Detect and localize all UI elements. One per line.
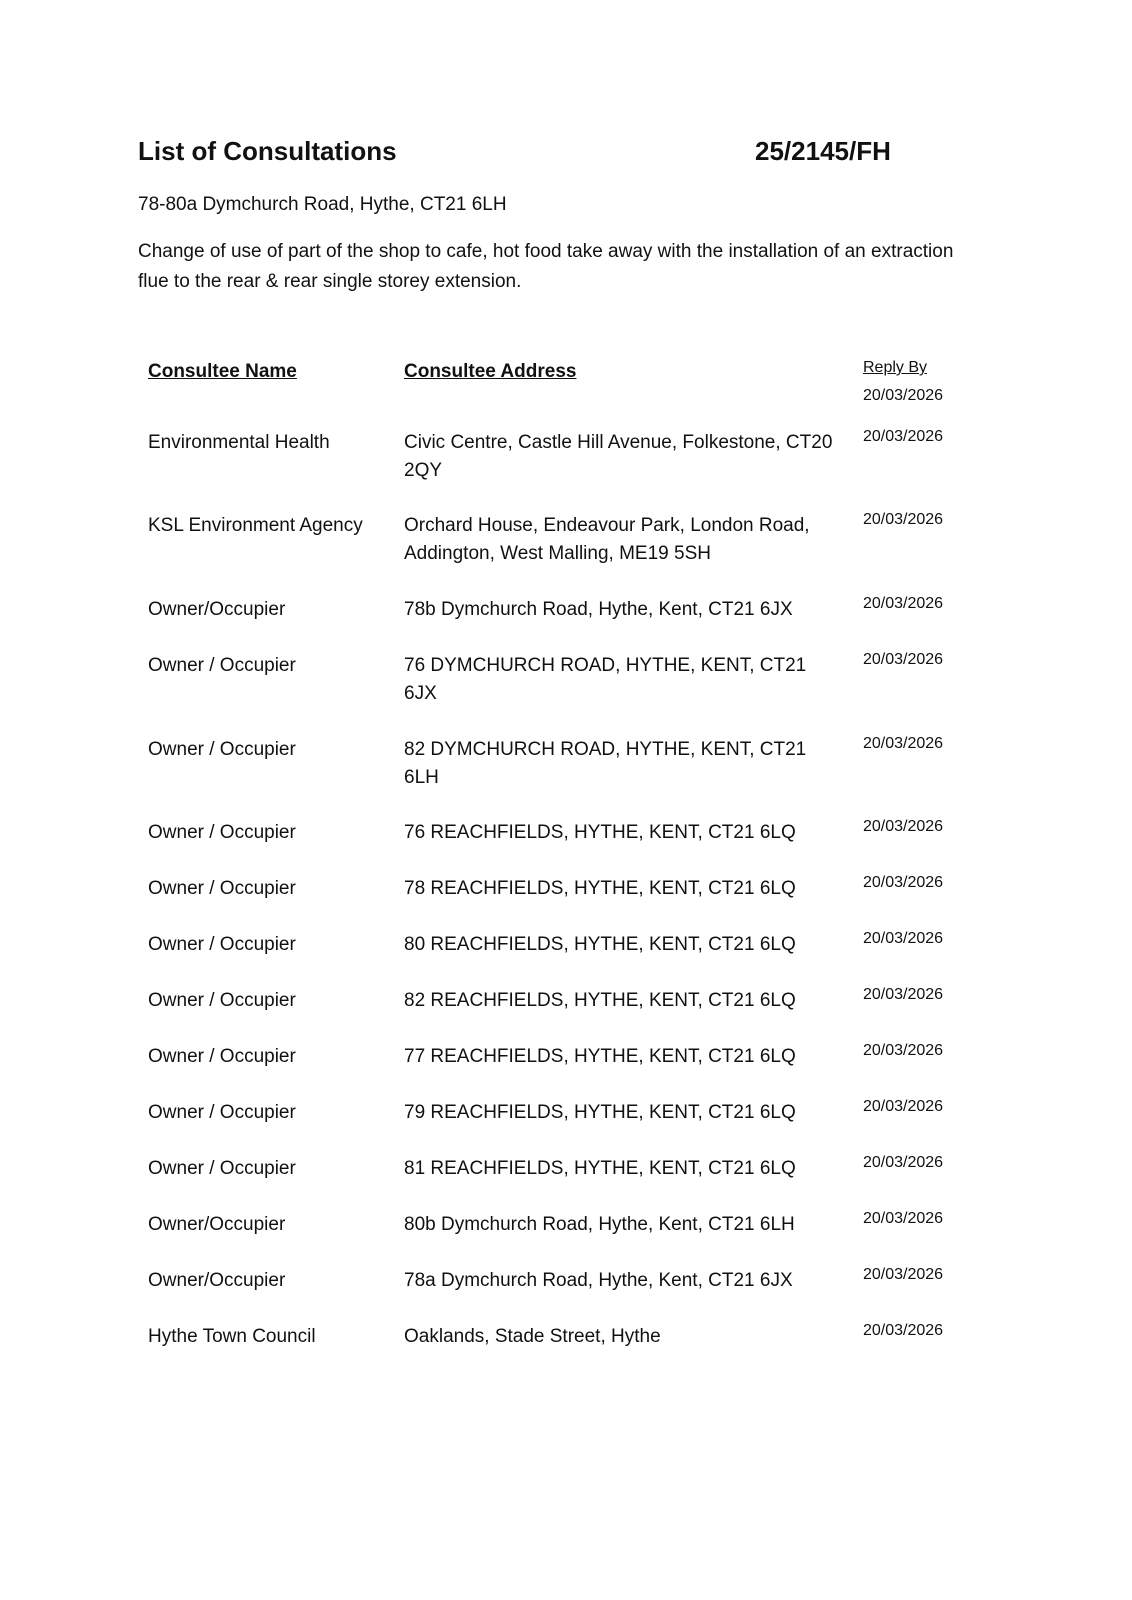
reply-date: 20/03/2026 xyxy=(863,595,944,612)
table-row xyxy=(0,1099,1132,1155)
consultee-name: Owner / Occupier xyxy=(148,822,296,843)
reply-date: 20/03/2026 xyxy=(863,428,944,445)
consultee-address: 78a Dymchurch Road, Hythe, Kent, CT21 6JX xyxy=(404,1270,793,1291)
consultee-name: Owner / Occupier xyxy=(148,878,296,899)
reply-date: 20/03/2026 xyxy=(863,1322,944,1339)
consultee-name: Owner/Occupier xyxy=(148,1270,286,1291)
reply-date: 20/03/2026 xyxy=(863,511,944,528)
table-row xyxy=(0,429,1132,485)
consultee-name: Owner/Occupier xyxy=(148,1214,286,1235)
application-reference: 25/2145/FH xyxy=(755,136,891,166)
consultee-address: 81 REACHFIELDS, HYTHE, KENT, CT21 6LQ xyxy=(404,1158,796,1179)
reply-date: 20/03/2026 xyxy=(863,818,944,835)
table-row xyxy=(0,819,1132,875)
reply-date: 20/03/2026 xyxy=(863,1210,944,1227)
consultee-name: Owner / Occupier xyxy=(148,1102,296,1123)
consultee-name: Owner / Occupier xyxy=(148,934,296,955)
page-title: List of Consultations xyxy=(138,136,397,166)
consultee-address: 79 REACHFIELDS, HYTHE, KENT, CT21 6LQ xyxy=(404,1102,796,1123)
reply-date: 20/03/2026 xyxy=(863,1042,944,1059)
consultee-address: 78b Dymchurch Road, Hythe, Kent, CT21 6JX xyxy=(404,599,793,620)
consultee-address: Oaklands, Stade Street, Hythe xyxy=(404,1326,661,1347)
table-row xyxy=(0,1155,1132,1211)
consultee-address: 77 REACHFIELDS, HYTHE, KENT, CT21 6LQ xyxy=(404,1046,796,1067)
table-row xyxy=(0,931,1132,987)
table-row xyxy=(0,1043,1132,1099)
table-row xyxy=(0,736,1132,792)
table-row xyxy=(0,987,1132,1043)
consultee-name: Owner / Occupier xyxy=(148,739,296,760)
reply-date: 20/03/2026 xyxy=(863,986,944,1003)
consultee-address: 80 REACHFIELDS, HYTHE, KENT, CT21 6LQ xyxy=(404,934,796,955)
consultee-address: 76 REACHFIELDS, HYTHE, KENT, CT21 6LQ xyxy=(404,822,796,843)
site-address: 78-80a Dymchurch Road, Hythe, CT21 6LH xyxy=(138,194,507,215)
reply-date: 20/03/2026 xyxy=(863,1266,944,1283)
table-row xyxy=(0,1211,1132,1267)
header-consultee-name: Consultee Name xyxy=(148,361,297,382)
reply-date: 20/03/2026 xyxy=(863,874,944,891)
consultee-address: Civic Centre, Castle Hill Avenue, Folkestone, CT20 2QY xyxy=(404,432,833,481)
consultee-name: Owner / Occupier xyxy=(148,1046,296,1067)
consultee-name: Owner / Occupier xyxy=(148,990,296,1011)
table-row xyxy=(0,512,1132,568)
table-row xyxy=(0,1267,1132,1323)
table-row xyxy=(0,596,1132,652)
consultee-name: Environmental Health xyxy=(148,432,330,453)
consultee-address: 80b Dymchurch Road, Hythe, Kent, CT21 6LH xyxy=(404,1214,795,1235)
consultee-address: 82 DYMCHURCH ROAD, HYTHE, KENT, CT21 6LH xyxy=(404,739,807,788)
consultee-name: Owner/Occupier xyxy=(148,599,286,620)
header-reply-by-date: 20/03/2026 xyxy=(863,387,944,404)
reply-date: 20/03/2026 xyxy=(863,1098,944,1115)
consultee-address: 76 DYMCHURCH ROAD, HYTHE, KENT, CT21 6JX xyxy=(404,655,807,704)
reply-date: 20/03/2026 xyxy=(863,651,944,668)
reply-date: 20/03/2026 xyxy=(863,735,944,752)
consultee-address: Orchard House, Endeavour Park, London Road, Addington, West Malling, ME19 5SH xyxy=(404,515,810,564)
consultee-name: Owner / Occupier xyxy=(148,1158,296,1179)
consultee-name: Owner / Occupier xyxy=(148,655,296,676)
reply-date: 20/03/2026 xyxy=(863,930,944,947)
table-row xyxy=(0,652,1132,708)
consultee-address: 78 REACHFIELDS, HYTHE, KENT, CT21 6LQ xyxy=(404,878,796,899)
header-reply-by: Reply By xyxy=(863,359,928,376)
proposal-description: Change of use of part of the shop to cafe, hot food take away with the installation of an extraction flue to the rear & rear single storey extension. xyxy=(138,241,954,292)
header-consultee-address: Consultee Address xyxy=(404,361,577,382)
reply-date: 20/03/2026 xyxy=(863,1154,944,1171)
consultee-address: 82 REACHFIELDS, HYTHE, KENT, CT21 6LQ xyxy=(404,990,796,1011)
table-row xyxy=(0,1323,1132,1379)
consultee-name: Hythe Town Council xyxy=(148,1326,316,1347)
table-row xyxy=(0,875,1132,931)
consultee-name: KSL Environment Agency xyxy=(148,515,363,536)
